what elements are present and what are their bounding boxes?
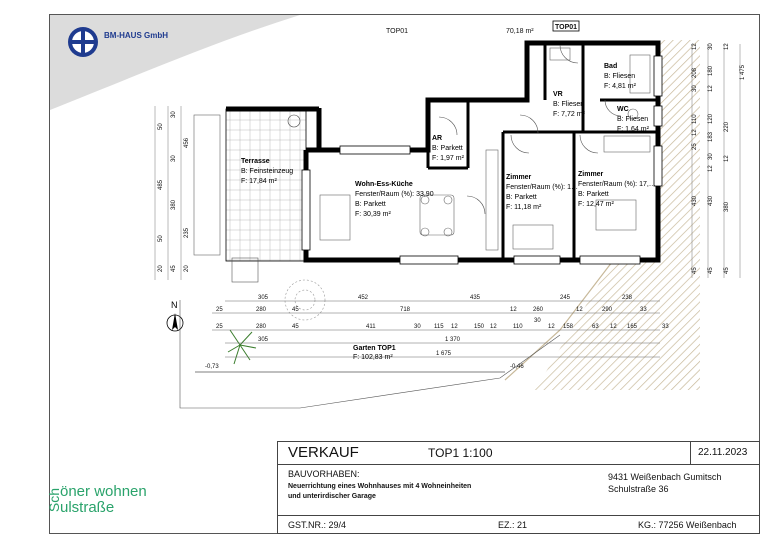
terrace [226,109,306,261]
svg-text:115: 115 [434,324,444,330]
svg-text:165: 165 [627,324,638,330]
svg-text:12: 12 [724,155,730,162]
svg-text:30: 30 [414,324,421,330]
svg-text:380: 380 [724,201,730,212]
svg-text:110: 110 [692,114,698,124]
svg-text:F: 11,18 m²: F: 11,18 m² [506,204,542,211]
svg-text:B: Feinsteinzeug: B: Feinsteinzeug [241,168,294,175]
level-left: -0,73 [205,364,219,370]
svg-text:Fenster/Raum (%): 1…: Fenster/Raum (%): 1… [506,184,578,191]
svg-text:30: 30 [534,318,541,324]
sheet-plan: TOP1 1:100 [428,446,493,460]
svg-text:20: 20 [158,265,164,272]
svg-text:B: Parkett: B: Parkett [432,145,463,152]
svg-text:12: 12 [510,307,517,313]
svg-text:Terrasse: Terrasse [241,158,270,165]
svg-text:30: 30 [171,111,177,118]
svg-text:B: Parkett: B: Parkett [355,201,386,208]
room-zimmer-2 [578,171,656,208]
room-wohn-ess-kueche [355,181,434,218]
brand-wordmark [46,483,147,516]
svg-text:B: Parkett: B: Parkett [506,194,537,201]
svg-text:WC: WC [617,106,629,113]
svg-text:Fenster/Raum (%): 17,…: Fenster/Raum (%): 17,… [578,181,656,188]
svg-text:33: 33 [640,307,647,313]
dim-right-vertical-b [708,43,714,274]
address-line1: 9431 Weißenbach Gumitsch [608,472,722,482]
svg-text:12: 12 [692,43,698,50]
room-zimmer-1 [506,174,578,211]
brand-vertical: Sch [46,487,63,513]
svg-text:435: 435 [470,295,481,301]
svg-text:63: 63 [592,324,599,330]
dim-row1 [258,295,633,301]
svg-text:158: 158 [563,324,574,330]
dim-left-vertical [158,111,190,272]
svg-text:45: 45 [692,267,698,274]
svg-text:430: 430 [692,195,698,206]
svg-text:30: 30 [171,155,177,162]
title-block [277,441,760,534]
svg-text:33: 33 [662,324,669,330]
svg-text:430: 430 [708,195,714,206]
room-bad [604,63,637,90]
svg-text:F: 12,47 m²: F: 12,47 m² [578,201,614,208]
svg-text:Bad: Bad [604,63,618,70]
brand-line2: ulstraße [60,499,115,516]
sheet-date: 22.11.2023 [698,447,748,458]
svg-text:B: Fliesen: B: Fliesen [617,116,649,123]
project-line2: und unterirdischer Garage [288,493,376,500]
svg-text:1 370: 1 370 [445,337,461,343]
svg-text:380: 380 [171,199,177,210]
svg-text:305: 305 [258,295,269,301]
svg-text:20: 20 [184,265,190,272]
dim-row4 [258,337,461,343]
svg-text:12: 12 [490,324,497,330]
garden-label [353,345,396,361]
svg-text:1 475: 1 475 [740,64,746,80]
svg-text:50: 50 [158,235,164,242]
svg-text:12: 12 [610,324,617,330]
svg-text:235: 235 [184,227,190,238]
svg-text:45: 45 [708,267,714,274]
svg-text:12: 12 [708,165,714,172]
svg-text:F: 1,97 m²: F: 1,97 m² [432,155,464,162]
svg-text:260: 260 [533,307,544,313]
north-label: N [171,300,178,310]
svg-text:Zimmer: Zimmer [578,171,604,178]
svg-text:25: 25 [216,307,223,313]
project-label: BAUVORHABEN: [288,469,360,479]
svg-text:220: 220 [724,121,730,132]
svg-text:238: 238 [622,295,633,301]
svg-text:718: 718 [400,307,411,313]
room-wc [617,106,650,133]
svg-text:25: 25 [692,143,698,150]
svg-text:150: 150 [474,324,485,330]
svg-text:B: Fliesen: B: Fliesen [553,101,585,108]
svg-text:208: 208 [692,67,698,78]
top-label-center: TOP01 [386,28,409,35]
svg-text:AR: AR [432,135,443,142]
dim-row2 [216,307,647,313]
svg-text:12: 12 [548,324,555,330]
svg-text:30: 30 [708,43,714,50]
svg-text:12: 12 [708,85,714,92]
dim-row5: 1 675 [436,351,452,357]
svg-text:Wohn-Ess-Küche: Wohn-Ess-Küche [355,181,413,188]
svg-text:30: 30 [692,85,698,92]
ez-number: EZ.: 21 [498,520,528,530]
svg-text:Fenster/Raum (%): 33,90: Fenster/Raum (%): 33,90 [355,191,434,198]
svg-text:120: 120 [708,113,714,124]
north-arrow [167,300,183,331]
svg-text:452: 452 [358,295,369,301]
svg-text:305: 305 [258,337,269,343]
svg-text:280: 280 [256,307,267,313]
svg-text:485: 485 [158,179,164,190]
company-name: BM-HAUS GmbH [104,31,168,40]
svg-text:411: 411 [366,324,376,330]
svg-text:Zimmer: Zimmer [506,174,532,181]
room-ar [432,135,465,162]
svg-text:B: Fliesen: B: Fliesen [604,73,636,80]
address-line2: Schulstraße 36 [608,484,669,494]
svg-text:12: 12 [451,324,458,330]
gst-number: GST.NR.: 29/4 [288,520,347,530]
svg-text:F: 4,81 m²: F: 4,81 m² [604,83,636,90]
svg-text:F: 102,83 m²: F: 102,83 m² [353,354,393,361]
svg-text:245: 245 [560,295,571,301]
room-vr [553,91,586,118]
svg-text:290: 290 [602,307,613,313]
svg-text:45: 45 [292,307,299,313]
area-total: 70,18 m² [506,28,534,35]
svg-text:110: 110 [513,324,523,330]
svg-text:30: 30 [708,153,714,160]
svg-text:45: 45 [724,267,730,274]
svg-text:50: 50 [158,123,164,130]
svg-text:F: 7,72 m²: F: 7,72 m² [553,111,585,118]
svg-text:Garten TOP1: Garten TOP1 [353,345,396,352]
svg-text:45: 45 [292,324,299,330]
svg-text:12: 12 [576,307,583,313]
svg-text:45: 45 [171,265,177,272]
level-right: -0,46 [510,364,524,370]
svg-text:12: 12 [692,129,698,136]
top-label-boxed: TOP01 [555,24,578,31]
project-line1: Neuerrichtung eines Wohnhauses mit 4 Wohneinheiten [288,483,472,490]
svg-text:180: 180 [708,65,714,76]
svg-text:456: 456 [184,137,190,148]
svg-text:25: 25 [216,324,223,330]
dim-right-vertical-c [724,43,746,274]
svg-text:F: 17,84 m²: F: 17,84 m² [241,178,277,185]
svg-text:12: 12 [724,43,730,50]
brand-line1: öner wohnen [60,483,147,500]
svg-text:183: 183 [708,131,714,142]
svg-text:B: Parkett: B: Parkett [578,191,609,198]
svg-text:F: 1,64 m²: F: 1,64 m² [617,126,649,133]
kg-number: KG.: 77256 Weißenbach [638,520,737,530]
sheet-title: VERKAUF [288,444,359,461]
svg-text:VR: VR [553,91,563,98]
svg-text:F: 30,39 m²: F: 30,39 m² [355,211,391,218]
svg-text:280: 280 [256,324,267,330]
